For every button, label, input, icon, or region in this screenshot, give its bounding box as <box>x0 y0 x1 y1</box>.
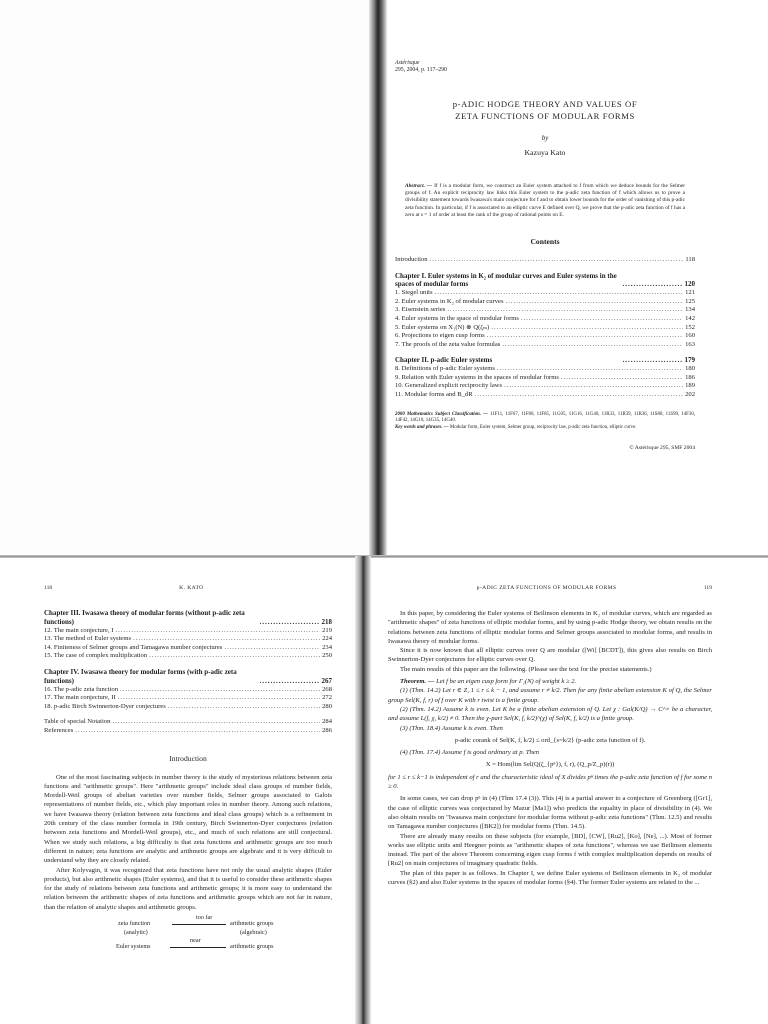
toc-leader <box>224 644 320 653</box>
toc-chapter <box>395 272 695 290</box>
paragraph: In this paper, by considering the Euler systems of Beilinson elements in K₂ of modular curves, which are regarded as "arithmetic shapes" of zeta functions of elliptic modular forms, and by using p-adic Hodge theory, we obtain results on the relations between zeta functions of elliptic modular forms and Selmer groups associated to modular forms, and results in Iwasawa theory of modular forms. <box>388 610 712 645</box>
diagram-too-far-label: too far <box>196 913 213 921</box>
toc-title: 1. Siegel units <box>395 289 433 297</box>
abstract <box>405 183 685 219</box>
toc-title: 3. Eisenstein series <box>395 306 446 314</box>
page-119 <box>388 585 712 887</box>
toc-page: 186 <box>685 373 695 381</box>
toc-title: Chapter I. Euler systems in K₂ of modular curves and Euler systems in the spaces of modular forms <box>395 271 617 289</box>
toc-leader <box>133 635 320 644</box>
toc-leader <box>149 652 320 661</box>
paper-title-line-1: p-ADIC HODGE THEORY AND VALUES OF <box>452 99 638 109</box>
msc-classification <box>395 412 695 432</box>
toc-title: 12. The main conjecture, I <box>44 626 114 634</box>
toc-page: 120 <box>684 280 695 289</box>
toc-page: 189 <box>685 382 695 390</box>
toc-entry <box>44 686 332 695</box>
toc-chapter <box>395 356 695 365</box>
toc-entry <box>395 341 695 350</box>
toc-page: 284 <box>322 718 332 726</box>
relation-diagram <box>44 913 332 956</box>
toc-chapter <box>44 609 332 627</box>
blank-verso-page <box>0 0 373 556</box>
diagram-algebraic: (algebraic) <box>240 928 267 936</box>
running-head-left <box>44 585 332 591</box>
paragraph: In some cases, we can drop pⁿ in (4) (Thm 17.4 (3)). This (4) is a partial answer to a conjecture of Greenberg ([Gr1], the case of elliptic curves was conjectured by Mazur [Ma1]) who predicts the equality in place of divisibility in (4). We also obtain results on "Iwasawa main conjecture for modular forms without p-adic zeta functions" (Thm. 12.5) and results on Tamagawa number conjectures ([BK2]) for modular forms (Thm. 14.5). <box>388 795 712 831</box>
toc-page: 234 <box>322 643 332 651</box>
paragraph: Since it is now known that all elliptic curves over Q are modular ([Wi] [BCDT]), this gives also results on Birch Swinnerton-Dyer conjectures for elliptic curves over Q. <box>388 647 712 664</box>
journal-name: Astérisque <box>395 60 420 66</box>
toc-entry <box>44 727 332 736</box>
copyright: © Astérisque 295, SMF 2004 <box>629 445 695 452</box>
toc-entry <box>395 391 695 400</box>
paragraph: The plan of this paper is as follows. In Chapter I, we define Euler systems of Beilinson elements in K₂ of modular curves (§2) and also Euler systems in the spaces of modular forms (§4). The former Euler systems are related to the ... <box>388 869 712 887</box>
toc-title: 10. Generalized explicit reciprocity laws <box>395 382 503 390</box>
toc-title: Table of special Notation <box>44 718 111 726</box>
toc-leader <box>447 306 683 315</box>
toc-title: 18. p-adic Birch Swinnerton-Dyer conjectures <box>44 702 166 710</box>
running-head-author: K. KATO <box>179 585 204 591</box>
diagram-near-label: near <box>190 936 201 944</box>
toc-entry <box>395 332 695 341</box>
toc-leader <box>623 356 683 365</box>
toc-gap <box>44 711 332 718</box>
abstract-label: Abstract. — <box>405 183 433 189</box>
journal-volume: 295, 2004, p. 117–290 <box>395 67 447 73</box>
toc-leader <box>430 256 684 265</box>
theorem-part-3-equation: p-adic corank of Sel(K, f, k/2) ≤ ord_{s=k/2} (p-adic zeta function of f). <box>454 736 646 744</box>
contents-heading: Contents <box>530 237 560 247</box>
author-name: Kazuya Kato <box>524 148 566 157</box>
theorem-part-4-continued: for 1 ≤ r ≤ k−1 is independent of r and the characteristic ideal of X divides pⁿ times the p-adic zeta function of f for some n ≥ 0. <box>388 773 712 791</box>
toc-page: 268 <box>322 685 332 693</box>
table-of-contents-continued <box>44 609 332 736</box>
by-line: by <box>541 134 549 142</box>
paragraph: After Kolyvagin, it was recognized that zeta functions have not only the usual analytic shapes (Euler products), but also arithmetic shapes (Euler systems), and that it is useful to consider these arithmetic shapes for the study of relations between zeta functions and arithmetic groups; it is more easy to understand the relation between the arithmetic shapes of zeta functions and arithmetic groups which are not far in nature, than the relation of analytic shapes and arithmetic groups. <box>44 866 332 911</box>
toc-leader <box>475 391 684 400</box>
toc-title: 14. Finiteness of Selmer groups and Tamagawa number conjectures <box>44 643 223 651</box>
table-of-contents <box>395 256 695 400</box>
toc-entry <box>44 652 332 661</box>
toc-title: 6. Projections to eigen cusp forms <box>395 332 485 340</box>
toc-page: 224 <box>322 635 332 643</box>
diagram-arrow-top <box>172 924 226 925</box>
page-118 <box>44 585 332 956</box>
toc-page: 218 <box>321 617 332 626</box>
paragraph: There are already many results on these subjects (for example, [BD], [CW], [Ru2], [Ko], [Ne], ...). Most of former works use elliptic units and Heegner points as "arithmetic shapes of zeta functions", whereas we use Beilinson elements instead. The part of the above Theorem concerning eigen cusp forms f with complex multiplication depends on results of [Ru2] on main conjectures of imaginary quadratic fields. <box>388 832 712 868</box>
toc-title: 9. Relation with Euler systems in the spaces of modular forms <box>395 373 559 381</box>
paper-title <box>395 98 695 122</box>
toc-chapter <box>44 668 332 686</box>
toc-title: 16. The p-adic zeta function <box>44 685 119 693</box>
page-number: 119 <box>703 585 712 591</box>
toc-leader <box>115 627 320 636</box>
page-number: 118 <box>44 585 53 591</box>
keywords-label: Key words and phrases. — <box>395 424 449 430</box>
toc-leader <box>112 718 320 727</box>
toc-entry <box>395 365 695 374</box>
msc-text: 11F11, 11F67, 11F80, 11F85, 11G05, 11G16, 11G40, 11R33, 11R39, 11R36, 11S80, 11S99, 14F30, 14F42, 14G10, 14G35, 14G40. <box>395 411 695 424</box>
running-head-spacer <box>331 585 332 591</box>
toc-leader <box>168 703 320 712</box>
toc-title: 8. Definitions of p-adic Euler systems <box>395 365 495 373</box>
toc-title: 17. The main conjecture, II <box>44 694 116 702</box>
paragraph: The main results of this paper are the following. (Please see the text for the precise statements.) <box>400 665 652 673</box>
theorem-label: Theorem. — <box>400 678 435 686</box>
toc-title: 5. Euler systems on X₁(N) ⊗ Q(ζₘ) <box>395 323 490 331</box>
toc-page: 179 <box>684 356 695 365</box>
toc-title: 13. The method of Euler systems <box>44 635 132 643</box>
paper-title-line-2: ZETA FUNCTIONS OF MODULAR FORMS <box>455 111 635 121</box>
toc-entry <box>44 627 332 636</box>
theorem-part-3: (3) (Thm. 18.4) Assume k is even. Then <box>400 724 503 732</box>
theorem-part-1: (1) (Thm. 14.2) Let r ∈ Z, 1 ≤ r ≤ k − 1, and assume r ≠ k/2. Then for any finite abelian extension K of Q, the Selmer group Sel(K, f, r) of f over K with r twist is a finite group. <box>388 687 712 704</box>
toc-page: 152 <box>685 323 695 331</box>
toc-title: 2. Euler systems in K₂ of modular curves <box>395 297 504 305</box>
diagram-arithmetic-groups-2: arithmetic groups <box>230 942 274 950</box>
toc-title: Chapter II. p-adic Euler systems <box>395 356 493 365</box>
diagram-arithmetic-groups: arithmetic groups <box>230 919 274 927</box>
toc-title: Chapter IV. Iwasawa theory for modular forms (with p-adic zeta functions) <box>44 667 237 685</box>
toc-page: 134 <box>685 306 695 314</box>
introduction-heading: Introduction <box>169 753 207 763</box>
toc-page: 160 <box>685 332 695 340</box>
diagram-analytic: (analytic) <box>124 928 148 936</box>
main-body <box>388 609 712 887</box>
abstract-text: If f is a modular form, we construct an Euler system attached to f from which we deduce bounds for the Selmer groups of f. An explicit reciprocity law links this Euler system to the p-adic zeta function of f which allows us to prove a divisibility statement towards Iwasawa's main conjecture for f and to obtain lower bounds for the order of vanishing of this p-adic zeta function. In particular, if f is associated to an elliptic curve E defined over Q, we prove that the p-adic zeta function of f has a zero at s = 1 of order at least the rank of the group of rational points on E. <box>405 183 686 218</box>
spread-divider <box>0 555 768 558</box>
toc-title: 7. The proofs of the zeta value formulas <box>395 340 501 348</box>
toc-entry <box>44 635 332 644</box>
title-page <box>395 60 695 451</box>
toc-leader <box>506 298 684 307</box>
toc-entry <box>395 315 695 324</box>
toc-entry <box>44 718 332 727</box>
theorem-statement <box>388 677 712 686</box>
toc-leader <box>561 374 683 383</box>
toc-page: 180 <box>685 365 695 373</box>
toc-page: 267 <box>321 676 332 685</box>
toc-entry <box>395 298 695 307</box>
theorem-part-4: (4) (Thm. 17.4) Assume f is good ordinary at p. Then <box>400 749 540 757</box>
toc-leader <box>521 315 683 324</box>
toc-leader <box>435 289 684 298</box>
theorem-part-2: (2) (Thm. 14.2) Assume k is even. Let K be a finite abelian extension of Q. Let χ : Gal(K/Q) → C^× be a character, and assume L(f, χ, k/2) ≠ 0. Then the χ-part Sel(K, f, k/2)^(χ) of Sel(K, f, k/2) is a finite group. <box>388 705 712 723</box>
theorem-intro: Let f be an eigen cusp form for Γ₁(N) of weight k ≥ 2. <box>436 678 577 686</box>
toc-entry <box>44 703 332 712</box>
toc-page: 286 <box>322 726 332 734</box>
toc-title: 11. Modular forms and B_dR <box>395 390 473 398</box>
running-head-title: p-ADIC ZETA FUNCTIONS OF MODULAR FORMS <box>476 585 617 591</box>
toc-leader <box>491 324 683 333</box>
toc-title: 15. The case of complex multiplication <box>44 652 148 660</box>
toc-page: 202 <box>685 390 695 398</box>
toc-leader <box>260 618 320 627</box>
diagram-zeta-function: zeta function <box>118 919 151 927</box>
theorem-part-4-equation: X = Hom(lim Sel(Q(ζ_{pⁿ}), f, r), (Q_p/Z_p)(r)) <box>485 761 615 769</box>
toc-leader <box>504 382 683 391</box>
toc-entry <box>395 289 695 298</box>
toc-leader <box>487 332 683 341</box>
toc-entry <box>395 324 695 333</box>
msc-label: 2000 Mathematics Subject Classification. — <box>395 411 488 417</box>
toc-page: 142 <box>685 314 695 322</box>
toc-entry <box>395 382 695 391</box>
book-gutter-top <box>369 0 387 556</box>
toc-page: 125 <box>685 297 695 305</box>
introduction-body <box>44 773 332 912</box>
toc-page: 219 <box>322 626 332 634</box>
diagram-arrow-bottom <box>170 947 226 948</box>
toc-leader <box>497 365 683 374</box>
toc-title: Introduction <box>395 256 428 264</box>
running-head-right <box>388 585 712 591</box>
toc-title: 4. Euler systems in the space of modular forms <box>395 314 519 322</box>
toc-page: 272 <box>322 694 332 702</box>
toc-entry <box>395 374 695 383</box>
paragraph: One of the most fascinating subjects in number theory is the study of mysterious relations between zeta functions and "arithmetic groups". Here "arithmetic groups" include ideal class groups of number fields, Mordell-Weil groups of abelian varieties over number fields, Selmer groups associated to Galois representations of number fields, etc., which play important roles in number theory. Among such relations, we have Iwasawa theory (relation between zeta functions and ideal class groups) which is a refinement in 20th century of the class number formula in 19th century, Birch Swinnerton-Dyer conjectures (relation between zeta functions and Mordell-Weil groups), etc., and much of such relations are still conjectural. When we study such relations, a big difficulty is that zeta functions and arithmetic groups are too much different in nature; zeta functions are analytic and arithmetic groups are algebraic and it is very difficult to understand why they are closely related. <box>44 773 332 865</box>
toc-leader <box>120 686 320 695</box>
toc-leader <box>502 341 683 350</box>
toc-page: 118 <box>685 256 695 264</box>
toc-page: 121 <box>685 289 695 297</box>
toc-title: References <box>44 726 74 734</box>
toc-entry <box>44 644 332 653</box>
keywords-text: Modular form, Euler system, Selmer group, reciprocity law, p-adic zeta function, elliptic curve. <box>449 424 637 430</box>
toc-entry <box>395 256 695 265</box>
toc-page: 250 <box>322 652 332 660</box>
toc-page: 163 <box>685 340 695 348</box>
toc-entry <box>44 694 332 703</box>
diagram-euler-systems: Euler systems <box>116 942 151 950</box>
toc-leader <box>260 677 320 686</box>
book-gutter-bottom <box>355 556 371 1024</box>
toc-entry <box>395 306 695 315</box>
toc-page: 280 <box>322 702 332 710</box>
toc-leader <box>118 694 320 703</box>
toc-title: Chapter III. Iwasawa theory of modular forms (without p-adic zeta functions) <box>44 609 245 626</box>
toc-leader <box>623 280 683 289</box>
toc-leader <box>75 727 320 736</box>
